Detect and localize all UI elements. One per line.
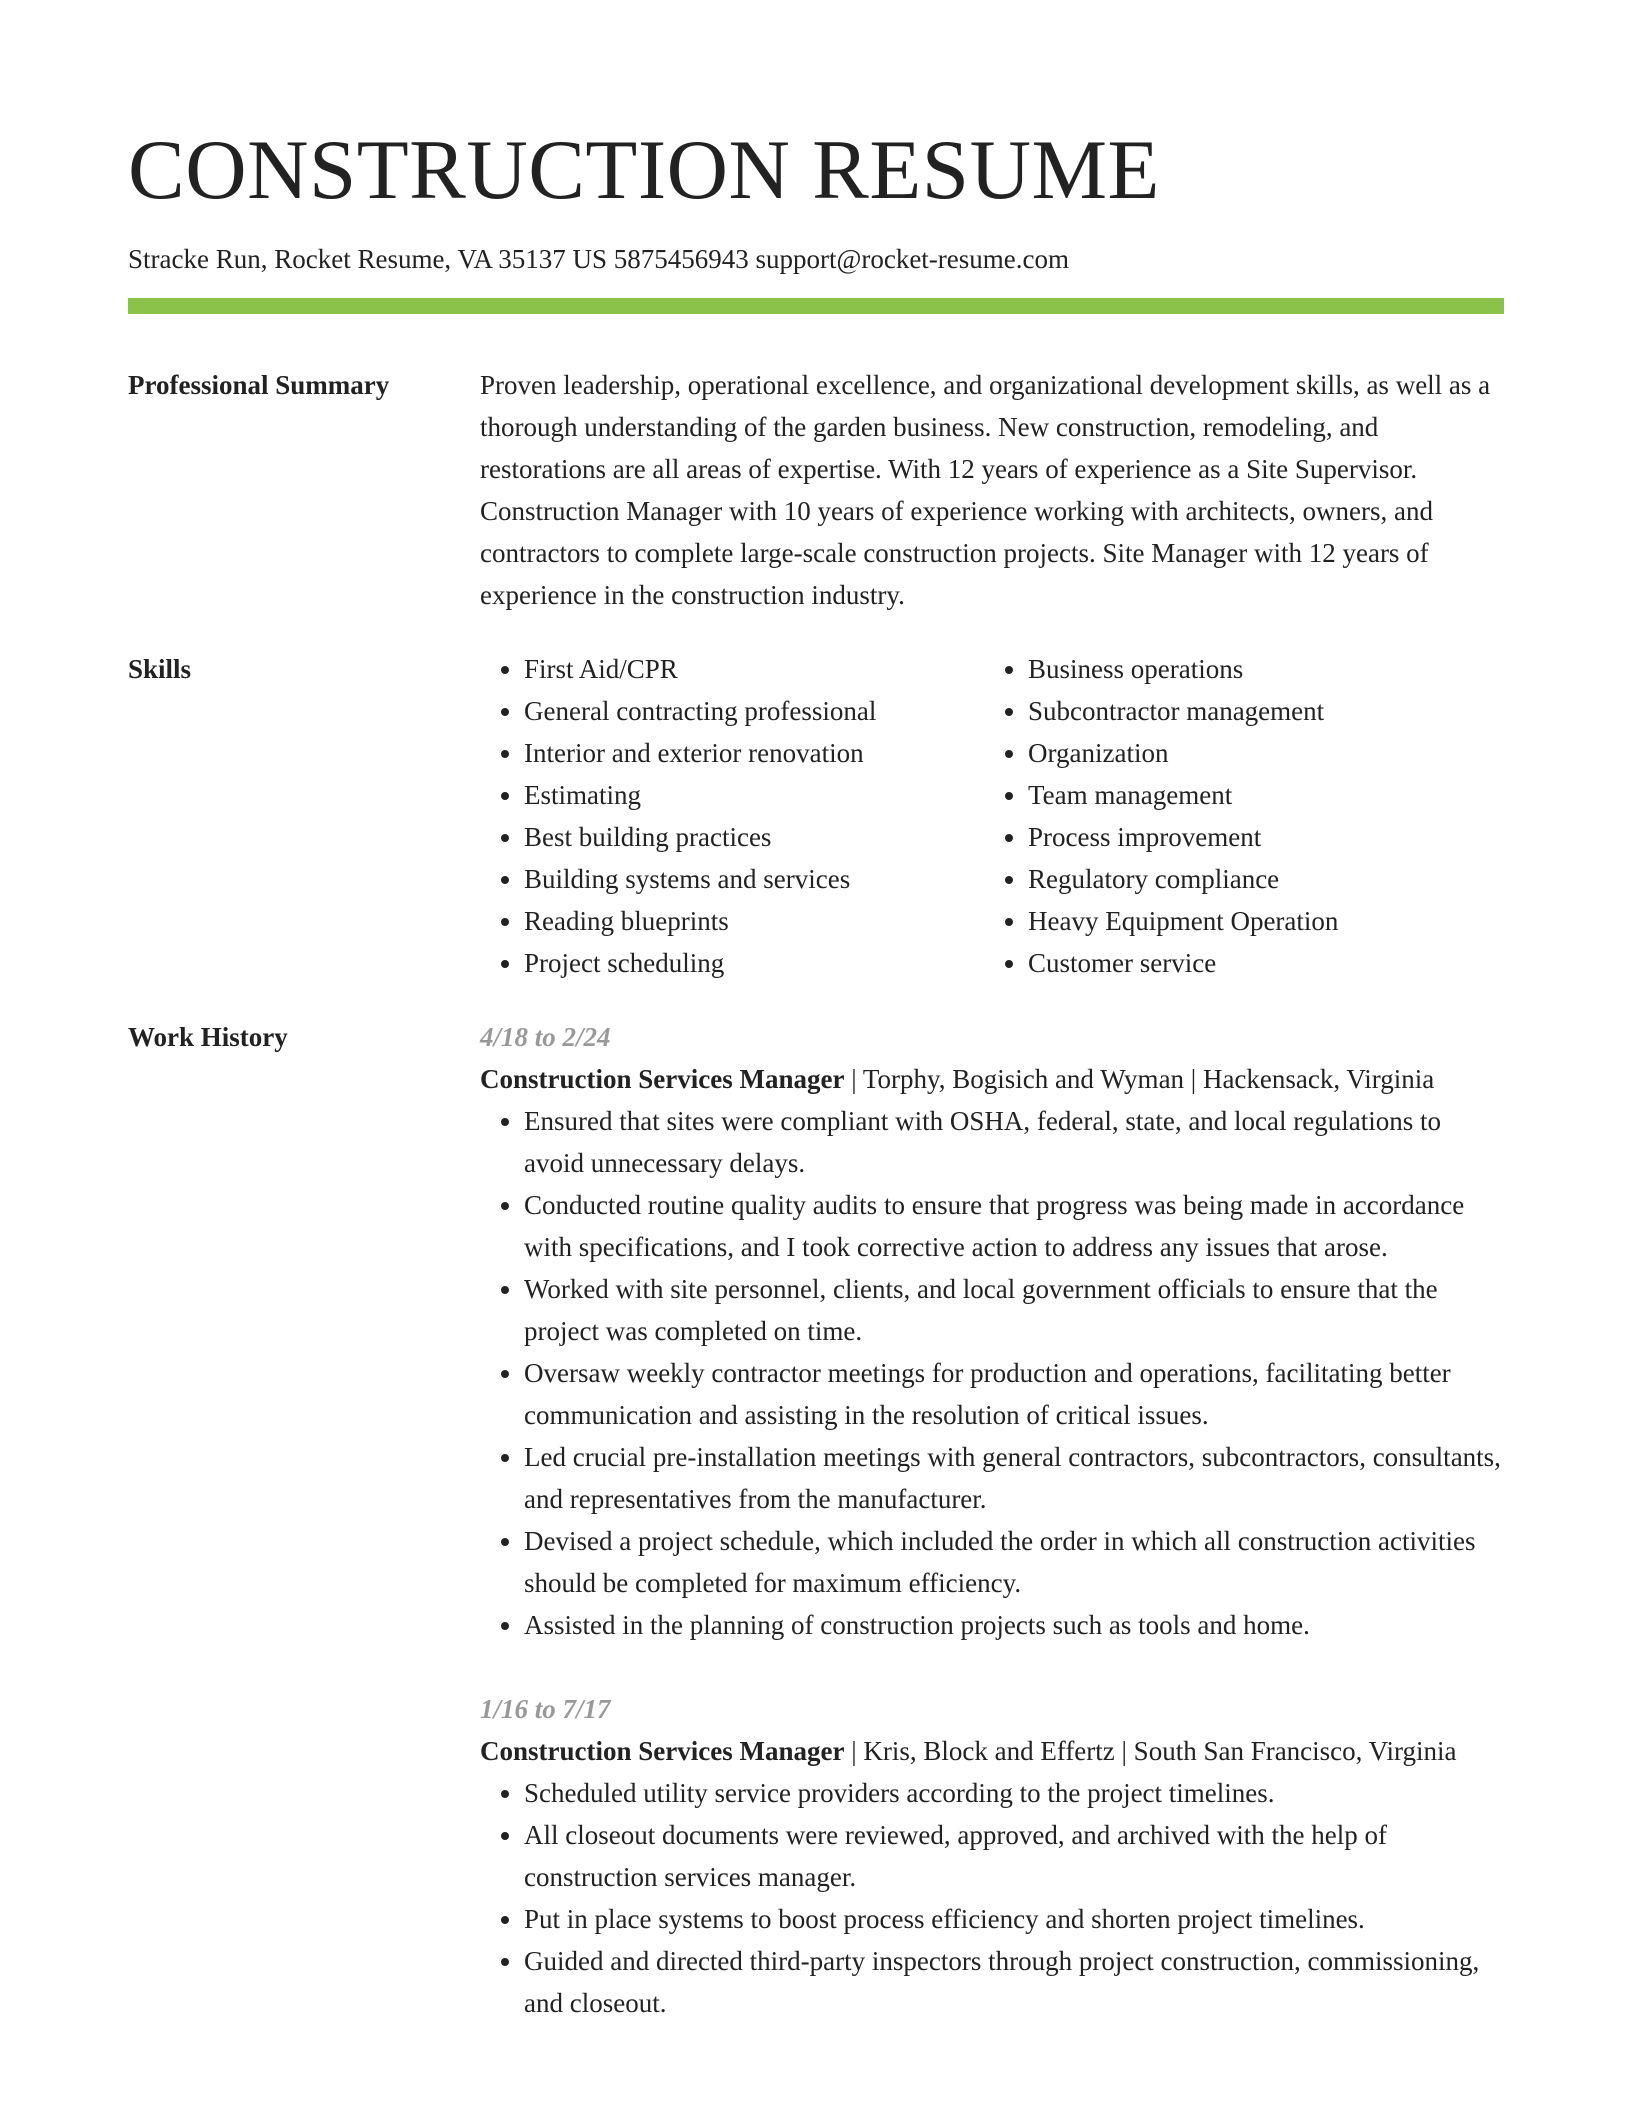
summary-heading: Professional Summary xyxy=(128,370,390,400)
job-entry xyxy=(480,1688,1504,2024)
skills-heading: Skills xyxy=(128,654,192,684)
skill-item: • Building systems and services xyxy=(524,858,984,900)
skill-item: • Customer service xyxy=(1028,942,1488,984)
skill-item: • Organization xyxy=(1028,732,1488,774)
skill-item: • Team management xyxy=(1028,774,1488,816)
job-title-line xyxy=(480,1058,1504,1100)
summary-section xyxy=(128,364,1504,616)
job-dates: 1/16 to 7/17 xyxy=(480,1694,611,1724)
job-details: | Kris, Block and Effertz | South San Francisco, Virginia xyxy=(844,1736,1457,1766)
work-history-section xyxy=(128,1016,1504,2024)
job-bullet: • Assisted in the planning of construction projects such as tools and home. xyxy=(524,1604,1504,1646)
contact-info: Stracke Run, Rocket Resume, VA 35137 US 5875456943 support@rocket-resume.com xyxy=(128,244,1070,274)
job-bullet: • Put in place systems to boost process efficiency and shorten project timelines. xyxy=(524,1898,1504,1940)
job-bullet: • Oversaw weekly contractor meetings for production and operations, facilitating better communication and assisting in the resolution of critical issues. xyxy=(524,1352,1504,1436)
skill-item: • Project scheduling xyxy=(524,942,984,984)
skill-item: • First Aid/CPR xyxy=(524,648,984,690)
skill-item: • Business operations xyxy=(1028,648,1488,690)
skill-item: • Heavy Equipment Operation xyxy=(1028,900,1488,942)
skills-list-right xyxy=(984,648,1488,984)
job-bullets xyxy=(480,1772,1504,2024)
skill-item: • Best building practices xyxy=(524,816,984,858)
job-title: Construction Services Manager xyxy=(480,1736,845,1766)
skills-list-left xyxy=(480,648,984,984)
job-bullet: • All closeout documents were reviewed, approved, and archived with the help of construction services manager. xyxy=(524,1814,1504,1898)
work-history-heading: Work History xyxy=(128,1022,288,1052)
job-bullet: • Worked with site personnel, clients, and local government officials to ensure that the project was completed on time. xyxy=(524,1268,1504,1352)
job-title-line xyxy=(480,1730,1504,1772)
skill-item: • Process improvement xyxy=(1028,816,1488,858)
job-bullet: • Devised a project schedule, which included the order in which all construction activities should be completed for maximum efficiency. xyxy=(524,1520,1504,1604)
skill-item: • Reading blueprints xyxy=(524,900,984,942)
job-title: Construction Services Manager xyxy=(480,1064,845,1094)
job-bullet: • Guided and directed third-party inspectors through project construction, commissioning, and closeout. xyxy=(524,1940,1504,2024)
job-bullet: • Led crucial pre-installation meetings with general contractors, subcontractors, consultants, and representatives from the manufacturer. xyxy=(524,1436,1504,1520)
skills-section xyxy=(128,648,1504,984)
summary-text: Proven leadership, operational excellence, and organizational development skills, as well as a thorough understanding of the garden business. New construction, remodeling, and restorations are all areas of expertise. With 12 years of experience as a Site Supervisor. Construction Manager with 10 years of experience working with architects, owners, and contractors to complete large-scale construction projects. Site Manager with 12 years of experience in the construction industry. xyxy=(480,370,1491,610)
job-bullets xyxy=(480,1100,1504,1646)
resume-page xyxy=(128,0,1504,2024)
job-bullet: • Conducted routine quality audits to ensure that progress was being made in accordance with specifications, and I took corrective action to address any issues that arose. xyxy=(524,1184,1504,1268)
skill-item: • Regulatory compliance xyxy=(1028,858,1488,900)
accent-divider xyxy=(128,298,1504,314)
resume-title: CONSTRUCTION RESUME xyxy=(128,123,1160,217)
skill-item: • Estimating xyxy=(524,774,984,816)
job-bullet: • Ensured that sites were compliant with OSHA, federal, state, and local regulations to avoid unnecessary delays. xyxy=(524,1100,1504,1184)
job-details: | Torphy, Bogisich and Wyman | Hackensack, Virginia xyxy=(844,1064,1435,1094)
job-bullet: • Scheduled utility service providers according to the project timelines. xyxy=(524,1772,1504,1814)
job-entry xyxy=(480,1016,1504,1646)
skill-item: • Subcontractor management xyxy=(1028,690,1488,732)
skill-item: • Interior and exterior renovation xyxy=(524,732,984,774)
job-dates: 4/18 to 2/24 xyxy=(480,1022,611,1052)
skill-item: • General contracting professional xyxy=(524,690,984,732)
